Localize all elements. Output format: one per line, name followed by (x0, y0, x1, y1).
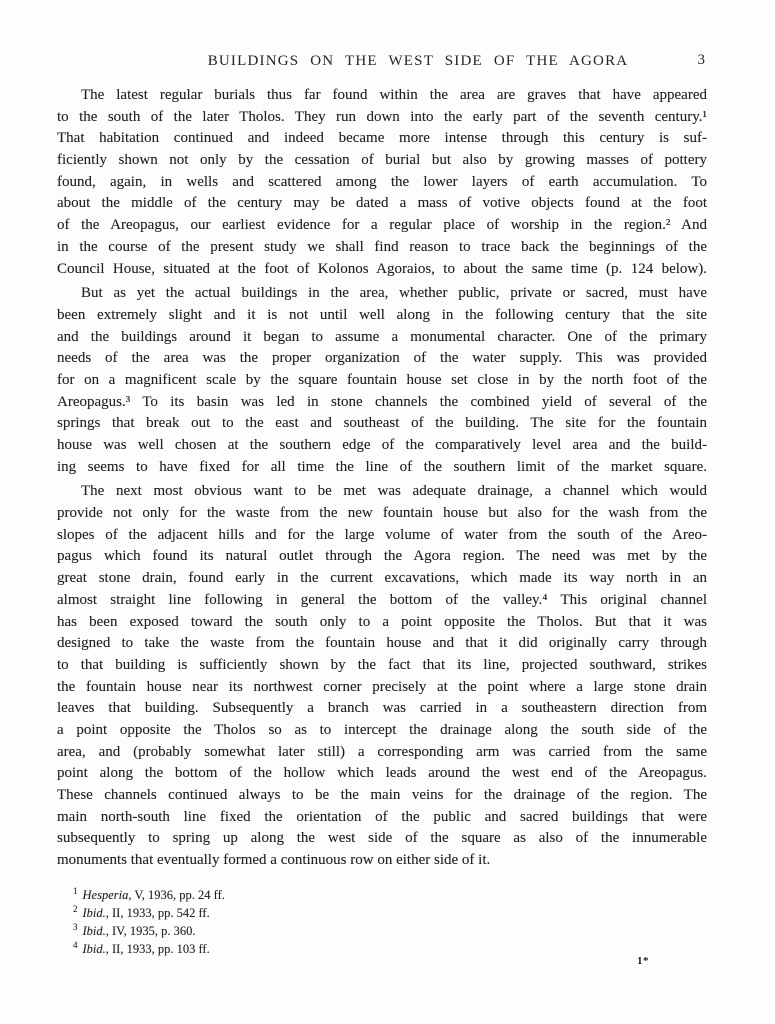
text-line: leaves that building. Subsequently a branch was carried in a southeastern direction from (57, 700, 707, 717)
text-line: almost straight line following in general the bottom of the valley.⁴ This original channel (57, 591, 707, 608)
running-header (57, 52, 707, 72)
footnote-1 (73, 886, 633, 904)
footnote-marker: 2 (73, 903, 78, 914)
text-line: great stone drain, found early in the current excavations, which made its way north in an (57, 570, 707, 587)
text-line: pagus which found its natural outlet through the Agora region. The need was met by the (57, 548, 707, 565)
text-line: been extremely slight and it is not until well along in the following century that the site (57, 306, 707, 323)
footnote-citation: , IV, 1935, p. 360. (105, 924, 196, 938)
text-line: But as yet the actual buildings in the area, whether public, private or sacred, must have (81, 285, 707, 302)
footnote-source: Ibid. (82, 924, 106, 938)
text-line: slopes of the adjacent hills and for the large volume of water from the south of the Areo- (57, 526, 707, 543)
page-number: 3 (697, 52, 705, 68)
footnotes (73, 886, 633, 958)
text-line: subsequently to spring up along the west side of the square as also of the innumerable (57, 830, 707, 847)
footnote-marker: 3 (73, 921, 78, 932)
text-line: ficiently shown not only by the cessation of burial but also by growing masses of pottery (57, 152, 707, 169)
text-line: area, and (probably somewhat later still) a corresponding arm was carried from the same (57, 743, 707, 760)
footnote-2 (73, 904, 633, 922)
text-line: ing seems to have fixed for all time the line of the southern limit of the market square. (57, 458, 707, 475)
text-line: about the middle of the century may be dated a mass of votive objects found at the foot (57, 195, 707, 212)
paragraph-2 (57, 283, 707, 478)
text-line: designed to take the waste from the fountain house and that it did originally carry through (57, 635, 707, 652)
paragraph-1 (57, 85, 707, 280)
text-line: point along the bottom of the hollow which leads around the west end of the Areopagus. (57, 765, 707, 782)
text-line: That habitation continued and indeed became more intense through this century is suf- (57, 130, 707, 147)
page-title: BUILDINGS ON THE WEST SIDE OF THE AGORA (207, 53, 629, 69)
text-line: house was well chosen at the southern edge of the comparatively level area and the build- (57, 437, 707, 453)
text-line: in the course of the present study we shall find reason to trace back the beginnings of the (57, 238, 707, 255)
footnote-citation: , II, 1933, pp. 542 ff. (105, 906, 210, 920)
text-line: a point opposite the Tholos so as to intercept the drainage along the south side of the (57, 721, 707, 738)
text-line: provide not only for the waste from the new fountain house but also for the wash from the (57, 505, 707, 522)
text-line: of the Areopagus, our earliest evidence for a regular place of worship in the region.² And (57, 217, 707, 234)
footnote-marker: 4 (73, 939, 78, 950)
text-line: The latest regular burials thus far found within the area are graves that have appeared (81, 87, 707, 103)
text-line: has been exposed toward the south only to a point opposite the Tholos. But that it was (57, 613, 707, 630)
text-line: main north-south line fixed the orientation of the public and sacred buildings that were (57, 808, 707, 825)
text-line: for on a magnificent scale by the square fountain house set close in by the north foot of the (57, 371, 707, 388)
paragraph-3 (57, 481, 707, 871)
footnote-source: Hesperia (82, 888, 129, 902)
footnote-marker: 1 (73, 885, 78, 896)
footnote-source: Ibid. (82, 906, 106, 920)
footnote-3 (73, 922, 633, 940)
text-line: Areopagus.³ To its basin was led in stone channels the combined yield of several of the (57, 393, 707, 410)
signature-mark: 1* (637, 955, 649, 967)
footnote-citation: , II, 1933, pp. 103 ff. (105, 942, 210, 956)
text-line: springs that break out to the east and southeast of the building. The site for the fountain (57, 415, 707, 432)
text-line: The next most obvious want to be met was adequate drainage, a channel which would (81, 483, 707, 500)
body-text (57, 85, 707, 872)
footnote-source: Ibid. (82, 942, 106, 956)
footnote-4 (73, 940, 633, 958)
text-line: and the buildings around it began to assume a monumental character. One of the primary (57, 328, 707, 345)
text-line: Council House, situated at the foot of Kolonos Agoraios, to about the same time (p. 124 below). (57, 260, 707, 277)
text-line: These channels continued always to be the main veins for the drainage of the region. The (57, 787, 707, 803)
text-line: the fountain house near its northwest corner precisely at the point where a large stone drain (57, 678, 707, 695)
footnote-citation: , V, 1936, pp. 24 ff. (128, 888, 225, 902)
text-line: monuments that eventually formed a continuous row on either side of it. (57, 852, 491, 869)
text-line: found, again, in wells and scattered among the lower layers of earth accumulation. To (57, 173, 707, 190)
text-line: needs of the area was the proper organization of the water supply. This was provided (57, 350, 707, 367)
text-line: to that building is sufficiently shown by the fact that its line, projected southward, strikes (57, 656, 707, 673)
text-line: to the south of the later Tholos. They run down into the early part of the seventh century.¹ (57, 108, 707, 125)
